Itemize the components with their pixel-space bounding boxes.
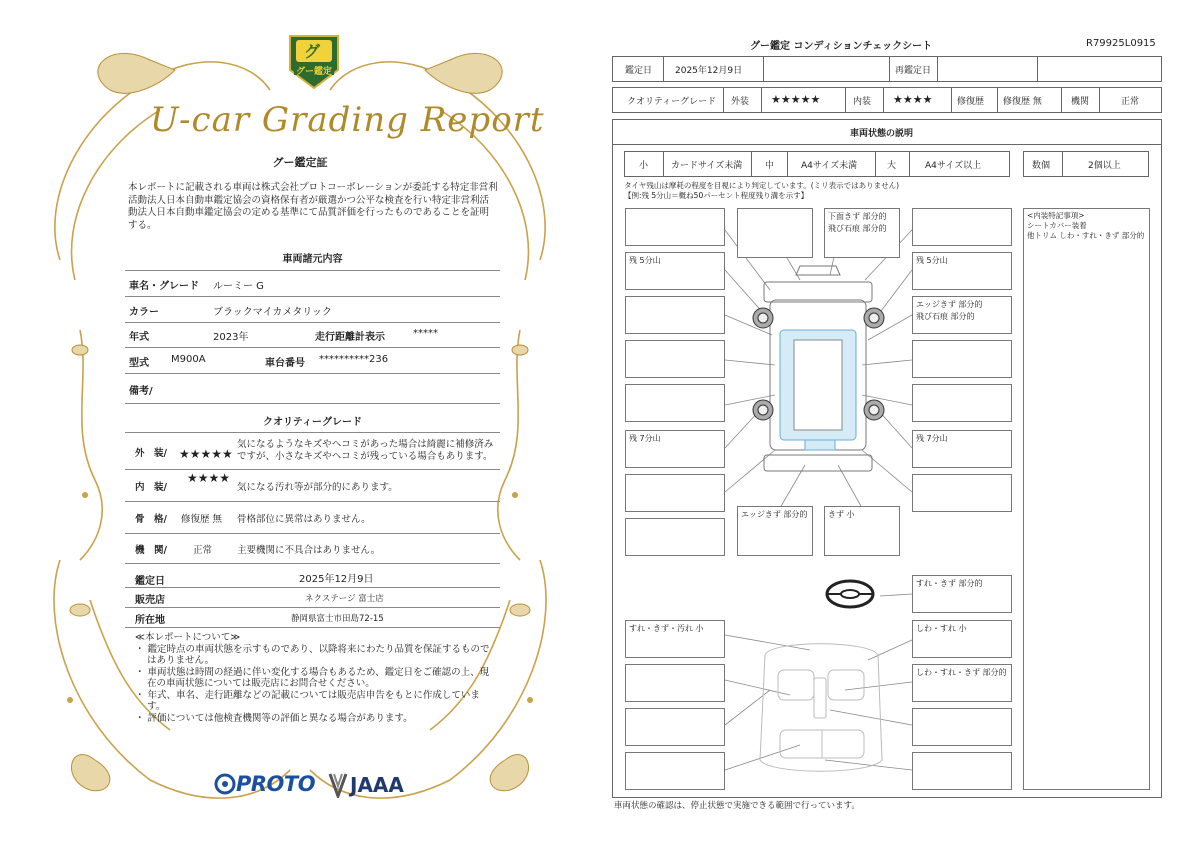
note-box [625, 664, 725, 702]
steering-box [912, 575, 1012, 613]
console-box [912, 664, 1012, 702]
note-box [625, 384, 725, 422]
emblem-text: グー鑑定 [295, 67, 332, 77]
dealer-row [125, 587, 500, 608]
tire-rr-box [912, 430, 1012, 468]
tire-fl-note: 残 5分山 [629, 256, 661, 265]
report-notes [135, 632, 495, 724]
steering-note: すれ・きず 部分的 [916, 579, 983, 588]
condition-title: 車両状態の説明 [850, 129, 914, 139]
note-box [737, 208, 813, 258]
note-box [625, 474, 725, 512]
note-box [625, 208, 725, 246]
certificate-intro: 本レポートに記載される車両は株式会社プロトコーポレーションが委託する特定非営利活動法人日本自動車鑑定協会の資格保有者が厳選かつ公平な検査を行い特定非営利活動法人日本自動車鑑定協会の定める基準にて品質評価を行ったものであることを証明する。 [128, 182, 498, 231]
interior-note-item: 他トリム しわ・すれ・きず 部分的 [1027, 231, 1145, 240]
front-bumper-box [824, 208, 900, 258]
report-title: U-car Grading Report [150, 100, 545, 140]
quality-label: クオリティーグレード [627, 97, 717, 107]
tire-example: 【例:残 5分山＝概ね50パーセント程度残り溝を示す】 [624, 191, 809, 200]
address-value: 静岡県富士市田島72-15 [291, 614, 384, 624]
specs-title: 車両諸元内容 [282, 254, 343, 265]
chassis-value: **********236 [319, 354, 389, 365]
size-small: 小 [639, 161, 649, 171]
size-large: 大 [887, 161, 897, 171]
interior-note-item: シートカバー装着 [1027, 221, 1087, 230]
size-small-desc: カードサイズ未満 [671, 161, 743, 171]
exterior-stars: ★★★★★ [771, 93, 821, 106]
tire-fr-note: 残 5分山 [916, 256, 948, 265]
rear-right-note: きず 小 [828, 510, 855, 519]
engine-value: 正常 [1121, 97, 1140, 107]
right-front-note: エッジきず 部分的 飛び石痕 部分的 [916, 300, 983, 321]
spec-row-name [125, 270, 500, 297]
inspection-date-row [125, 567, 500, 588]
engine-label: 機関 [1071, 97, 1090, 107]
name-label: 車名・グレード [129, 281, 199, 292]
seat-left-note: すれ・きず・汚れ 小 [629, 624, 704, 633]
model-value: M900A [171, 354, 206, 365]
exterior-label: 外 装/ [135, 448, 167, 459]
interior-label: 内 装/ [135, 482, 167, 493]
frame-label: 骨 格/ [135, 514, 167, 525]
note-box [912, 708, 1012, 746]
report-id: R79925L0915 [1086, 38, 1156, 49]
note-item: ・ 評価については他検査機関等の評価と異なる場合があります。 [135, 712, 413, 724]
note-box [625, 340, 725, 378]
chassis-label: 車台番号 [265, 358, 305, 369]
interior-desc: 気になる汚れ等が部分的にあります。 [237, 482, 398, 493]
proto-logo-text: PROTO [236, 772, 316, 796]
size-medium-desc: A4サイズ未満 [801, 161, 858, 171]
address-row [125, 607, 500, 628]
notes-title: ≪本レポートについて≫ [135, 632, 241, 643]
remarks-label: 備考/ [129, 386, 153, 397]
grade-row-exterior [125, 433, 500, 470]
certificate-subtitle: グー鑑定証 [272, 156, 328, 169]
color-label: カラー [129, 307, 159, 318]
spec-row-color [125, 296, 500, 323]
exterior-label: 外装 [731, 97, 750, 107]
mileage-value: ***** [413, 328, 438, 339]
dealer-label: 販売店 [135, 595, 165, 606]
note-box [625, 708, 725, 746]
frame-value: 修復歴 無 [181, 514, 223, 525]
interior-notes-title: <内装特記事項> [1027, 211, 1085, 220]
interior-notes-panel [1023, 208, 1150, 790]
tire-rl-note: 残 7分山 [629, 434, 661, 443]
interior-label: 内装 [853, 97, 872, 107]
mileage-label: 走行距離計表示 [315, 332, 385, 343]
note-box [912, 752, 1012, 790]
sheet-title: グー鑑定 コンディションチェックシート [750, 41, 933, 52]
name-value: ルーミー G [213, 281, 264, 292]
seat-left-box [625, 620, 725, 658]
note-box [912, 384, 1012, 422]
seat-right-box [912, 620, 1012, 658]
exterior-stars: ★★★★★ [179, 447, 233, 461]
note-item: ・ 年式、車名、走行距離などの記載については販売店申告をもとに作成しています。 [135, 689, 480, 712]
grade-row-frame [125, 501, 500, 534]
tire-rl-box [625, 430, 725, 468]
note-box [912, 208, 1012, 246]
note-box [625, 518, 725, 556]
repair-label: 修復歴 [957, 97, 985, 107]
grade-row-engine [125, 533, 500, 564]
note-box [625, 752, 725, 790]
count-label: 数個 [1032, 161, 1051, 171]
engine-desc: 主要機関に不具合はありません。 [237, 545, 381, 556]
sheet-footer: 車両状態の確認は、停止状態で実施できる範囲で行っています。 [614, 801, 860, 811]
spec-row-year [125, 322, 500, 348]
jaaa-logo-text: JAAA [350, 773, 404, 797]
seat-right-note: しわ・すれ 小 [916, 624, 967, 633]
dealer-value: ネクステージ 富士店 [305, 594, 384, 604]
date-value: 2025年12月9日 [675, 66, 743, 76]
tire-rr-note: 残 7分山 [916, 434, 948, 443]
console-note: しわ・すれ・きず 部分的 [916, 668, 1007, 677]
rear-left-box [737, 506, 813, 556]
spec-row-remarks [125, 373, 500, 404]
engine-label: 機 関/ [135, 545, 167, 556]
engine-value: 正常 [193, 545, 213, 556]
count-desc: 2個以上 [1088, 161, 1121, 171]
interior-stars: ★★★★ [187, 471, 231, 485]
color-value: ブラックマイカメタリック [213, 307, 332, 318]
tire-note: タイヤ残山は摩耗の程度を目視により判定しています。(ミリ表示ではありません) [624, 181, 900, 190]
note-box [912, 474, 1012, 512]
interior-stars: ★★★★ [893, 93, 933, 106]
address-label: 所在地 [135, 615, 165, 626]
tire-fl-box [625, 252, 725, 290]
grade-row-interior [125, 469, 500, 502]
rear-right-box [824, 506, 900, 556]
frame-desc: 骨格部位に異常はありません。 [237, 514, 371, 525]
spec-row-model [125, 347, 500, 374]
size-medium: 中 [765, 161, 775, 171]
emblem-badge: グ [304, 42, 321, 61]
goo-kantei-emblem [284, 30, 344, 90]
exterior-desc: 気になるようなキズやヘコミがあった場合は綺麗に補修済みですが、小さなキズやヘコミが残っている場合もあります。 [237, 439, 494, 462]
reinspect-label: 再鑑定日 [895, 66, 932, 76]
note-item: ・ 鑑定時点の車両状態を示すものであり、以降将来にわたり品質を保証するものではありません。 [135, 643, 490, 666]
right-front-box [912, 296, 1012, 334]
quality-title: クオリティーグレード [263, 417, 362, 428]
note-item: ・ 車両状態は時間の経過に伴い変化する場合もあるため、鑑定日をご確認の上、現在の車両状態については販売店にお問合せください。 [135, 666, 490, 689]
inspection-date-value: 2025年12月9日 [299, 574, 374, 585]
year-value: 2023年 [213, 332, 249, 343]
model-label: 型式 [129, 358, 149, 369]
inspection-date-label: 鑑定日 [135, 576, 165, 587]
note-box [625, 296, 725, 334]
tire-fr-box [912, 252, 1012, 290]
note-box [912, 340, 1012, 378]
size-large-desc: A4サイズ以上 [925, 161, 982, 171]
repair-value: 修復歴 無 [1003, 97, 1042, 107]
rear-left-note: エッジきず 部分的 [741, 510, 808, 519]
year-label: 年式 [129, 332, 149, 343]
condition-check-sheet [600, 0, 1200, 848]
front-bumper-note: 下面きず 部分的 飛び石痕 部分的 [828, 212, 887, 233]
date-label: 鑑定日 [625, 66, 653, 76]
